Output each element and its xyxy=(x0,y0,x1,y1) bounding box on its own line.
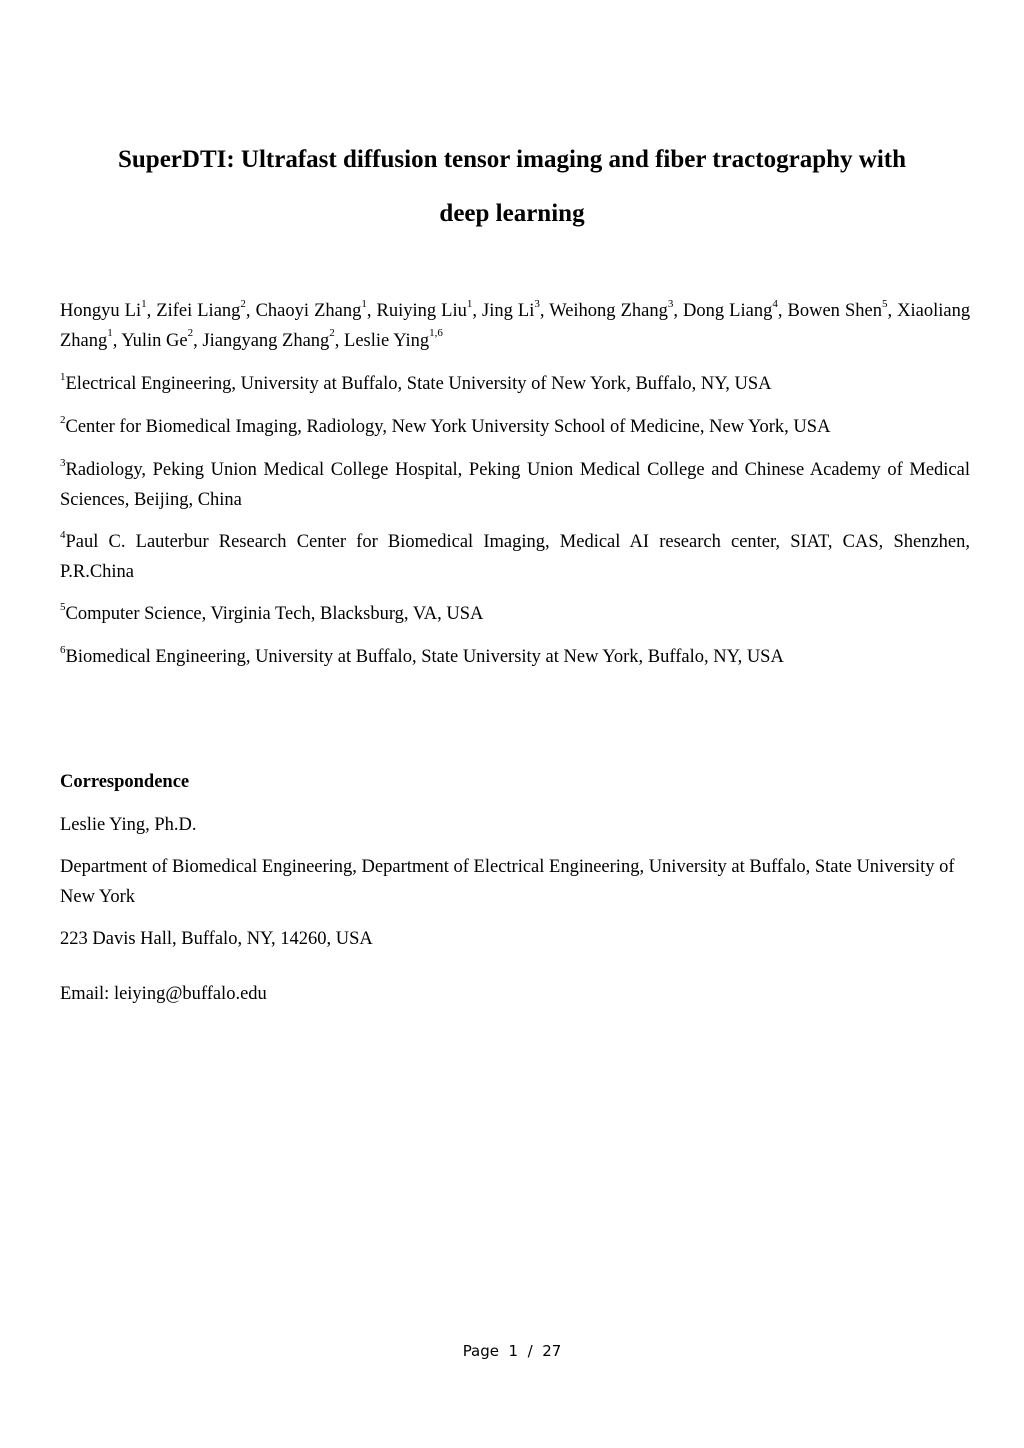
author-list xyxy=(60,297,970,356)
affiliation-4: $^4$Paul C. Lauterbur Research Center for Biomedical Imaging, Medical AI research center, SIAT, CAS, Shenzhen, P.R.China xyxy=(60,528,970,582)
author: Ruiying Liu$^1$, xyxy=(376,297,483,321)
author: Yulin Ge$^2$, xyxy=(121,327,203,351)
correspondence-email: Email: leiying@buffalo.edu xyxy=(60,984,267,1004)
affiliation-1: $^1$Electrical Engineering, University at Buffalo, State University of New York, Buffalo, NY, USA xyxy=(60,370,772,394)
affiliation-2: $^2$Center for Biomedical Imaging, Radiology, New York University School of Medicine, New York, USA xyxy=(60,413,831,437)
author: Jing Li$^3$, xyxy=(482,297,550,321)
affiliation-5: $^5$Computer Science, Virginia Tech, Blacksburg, VA, USA xyxy=(60,600,484,624)
correspondence-department: Department of Biomedical Engineering, Department of Electrical Engineering, University at Buffalo, State University of New York xyxy=(60,857,955,907)
affiliation-6: $^6$Biomedical Engineering, University at Buffalo, State University at New York, Buffalo, NY, USA xyxy=(60,643,784,667)
page-number-footer: Page 1 / 27 xyxy=(462,1342,562,1360)
author: Weihong Zhang$^3$, xyxy=(549,297,684,321)
correspondence-name: Leslie Ying, Ph.D. xyxy=(60,815,197,835)
author: Hongyu Li$^1$, xyxy=(60,297,157,321)
affiliation-3: $^3$Radiology, Peking Union Medical College Hospital, Peking Union Medical College and Chinese Academy of Medical Sciences, Beijing, China xyxy=(60,456,970,510)
author: Chaoyi Zhang$^1$, xyxy=(255,297,377,321)
paper-title-line-1: SuperDTI: Ultrafast diffusion tensor imaging and fiber tractography with xyxy=(118,146,906,173)
author: Jiangyang Zhang$^2$, xyxy=(202,327,345,351)
paper-title-line-2: deep learning xyxy=(439,200,585,227)
correspondence-heading: Correspondence xyxy=(60,772,190,792)
author: Zifei Liang$^2$, xyxy=(156,297,256,321)
author: Dong Liang$^4$, xyxy=(683,297,788,321)
author: Leslie Ying$^{1,6}$ xyxy=(344,327,443,351)
correspondence-address: 223 Davis Hall, Buffalo, NY, 14260, USA xyxy=(60,929,373,949)
author: Xiaoliang Zhang$^1$, xyxy=(60,301,971,351)
author: Bowen Shen$^5$, xyxy=(787,297,898,321)
